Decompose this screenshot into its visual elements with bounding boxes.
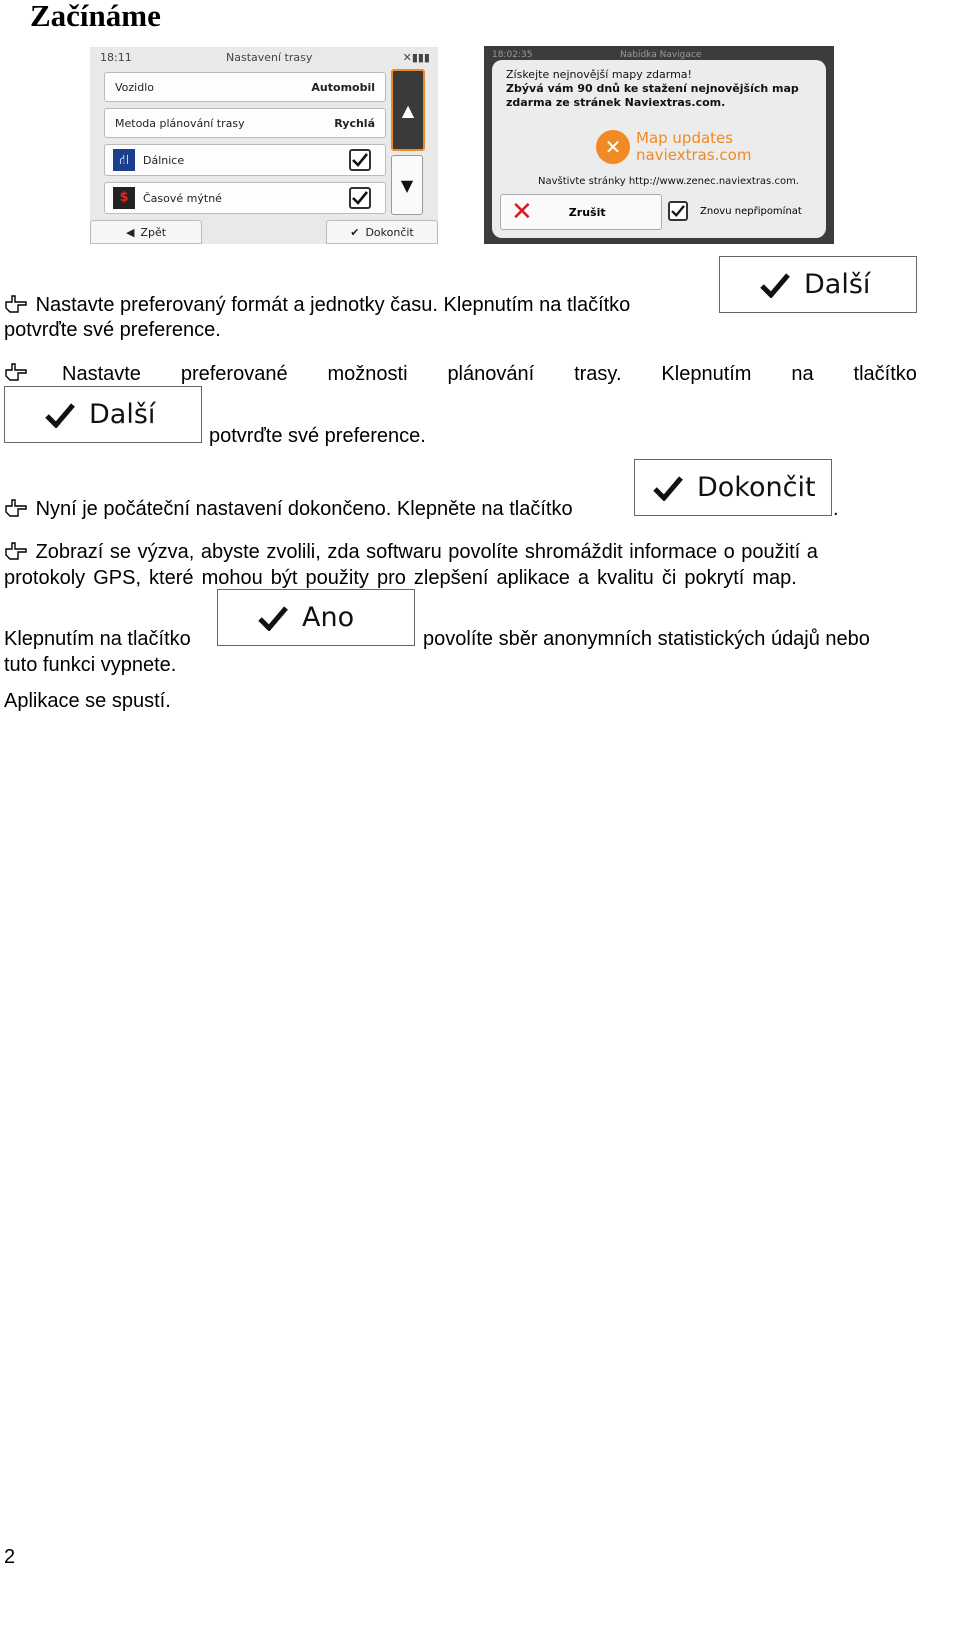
paragraph-text: Nyní je počáteční nastavení dokončeno. Klepněte na tlačítko (35, 498, 573, 520)
paragraph-text: Nastavte preferovaný formát a jednotky času. Klepnutím na tlačítko (35, 294, 631, 316)
screen-title: Nastavení trasy (226, 51, 313, 64)
paragraph-3-dot: . (833, 498, 839, 520)
page-number: 2 (4, 1546, 16, 1568)
word: možnosti (327, 363, 408, 385)
check-icon (352, 191, 368, 205)
row-value: Automobil (311, 80, 375, 94)
check-icon (671, 205, 685, 217)
word: Klepnutím (661, 363, 752, 385)
word: na (791, 363, 814, 385)
vehicle-row[interactable] (104, 72, 386, 102)
paragraph-text: Zobrazí se výzva, abyste zvolili, zda softwaru povolíte shromáždit informace o použití a (35, 541, 818, 563)
word: trasy. (574, 363, 622, 385)
button-label: Ano (302, 602, 355, 633)
paragraph-5: Aplikace se spustí. (4, 690, 171, 712)
check-icon (760, 272, 790, 298)
back-label: Zpět (140, 225, 167, 239)
dialog-line3: zdarma ze stránek Naviextras.com. (506, 96, 726, 109)
row-label: Metoda plánování trasy (115, 116, 245, 130)
paragraph-2-line-2: potvrďte své preference. (209, 425, 426, 447)
logo-line2: naviextras.com (636, 146, 752, 164)
logo-icon: ✕ (596, 130, 630, 164)
cancel-label: Zrušit (568, 205, 606, 219)
highway-icon: ⛙ (113, 149, 135, 171)
map-updates-logo (596, 130, 751, 164)
check-icon (653, 475, 683, 501)
logo-line1: Map updates (636, 129, 734, 147)
word: tlačítko (853, 363, 917, 385)
paragraph-4-line-3a: Klepnutím na tlačítko (4, 628, 191, 650)
finish-small-button[interactable] (326, 220, 438, 244)
dont-remind-checkbox[interactable] (668, 201, 688, 221)
back-arrow-icon: ◀ (125, 225, 135, 239)
check-icon (258, 605, 288, 631)
paragraph-1-line-1 (4, 293, 630, 318)
toll-road-icon: $ (113, 187, 135, 209)
pointing-hand-icon (4, 498, 30, 522)
word: preferované (180, 363, 288, 385)
dialog-headline: Získejte nejnovější mapy zdarma! (506, 68, 692, 81)
paragraph-1-line-2: potvrďte své preference. (4, 319, 221, 341)
scroll-down-button[interactable]: ▼ (391, 155, 423, 215)
paragraph-4-line-1 (4, 540, 917, 565)
yes-button-image (217, 589, 415, 646)
pointing-hand-icon (4, 294, 30, 318)
paragraph-4-line-4: tuto funkci vypnete. (4, 654, 177, 676)
button-label: Dokončit (697, 472, 816, 503)
check-icon: ✔ (350, 225, 360, 239)
row-label: Časové mýtné (143, 191, 222, 205)
check-icon (352, 153, 368, 167)
finish-button-image (634, 459, 832, 516)
page-title: Začínáme (30, 0, 161, 33)
route-settings-screenshot (90, 47, 438, 244)
route-method-row[interactable] (104, 108, 386, 138)
dialog-line2: Zbývá vám 90 dnů ke stažení nejnovějších map (506, 82, 799, 95)
check-icon (45, 402, 75, 428)
cancel-button[interactable] (500, 194, 662, 230)
next-button-image (719, 256, 917, 313)
toll-checkbox[interactable] (349, 187, 371, 209)
finish-label: Dokončit (365, 225, 414, 239)
word: plánování (447, 363, 535, 385)
button-label: Další (89, 399, 156, 430)
highway-row[interactable] (104, 144, 386, 176)
scroll-up-button[interactable]: ▲ (391, 69, 425, 151)
row-label: Dálnice (143, 153, 185, 167)
cancel-x-icon: ✕ (511, 197, 533, 227)
screen-title: Nabídka Navigace (620, 50, 702, 60)
paragraph-4-line-3b: povolíte sběr anonymních statistických údajů nebo (423, 628, 870, 650)
visit-text: Navštivte stránky http://www.zenec.naviextras.com. (538, 176, 799, 187)
clock: 18:11 (100, 51, 132, 64)
word: Nastavte (62, 363, 141, 385)
back-button[interactable] (90, 220, 202, 244)
row-label: Vozidlo (115, 80, 154, 94)
map-updates-screenshot (484, 46, 834, 244)
dont-remind-label: Znovu nepřipomínat (700, 205, 802, 217)
dont-remind-option[interactable] (668, 194, 818, 228)
toll-row[interactable] (104, 182, 386, 214)
updates-dialog (492, 60, 826, 238)
signal-icon: ✕▮▮▮ (402, 51, 430, 64)
row-value: Rychlá (334, 116, 375, 130)
next-button-image-2 (4, 386, 202, 443)
status-bar (90, 47, 438, 69)
paragraph-4-line-2: protokoly GPS, které mohou být použity pro zlepšení aplikace a kvalitu či pokrytí map. (4, 567, 797, 589)
pointing-hand-icon (4, 362, 30, 386)
paragraph-2-line-1 (4, 362, 917, 386)
highway-checkbox[interactable] (349, 149, 371, 171)
button-label: Další (804, 269, 871, 300)
clock: 18:02:35 (492, 50, 533, 60)
pointing-hand-icon (4, 541, 30, 565)
paragraph-3 (4, 497, 573, 522)
